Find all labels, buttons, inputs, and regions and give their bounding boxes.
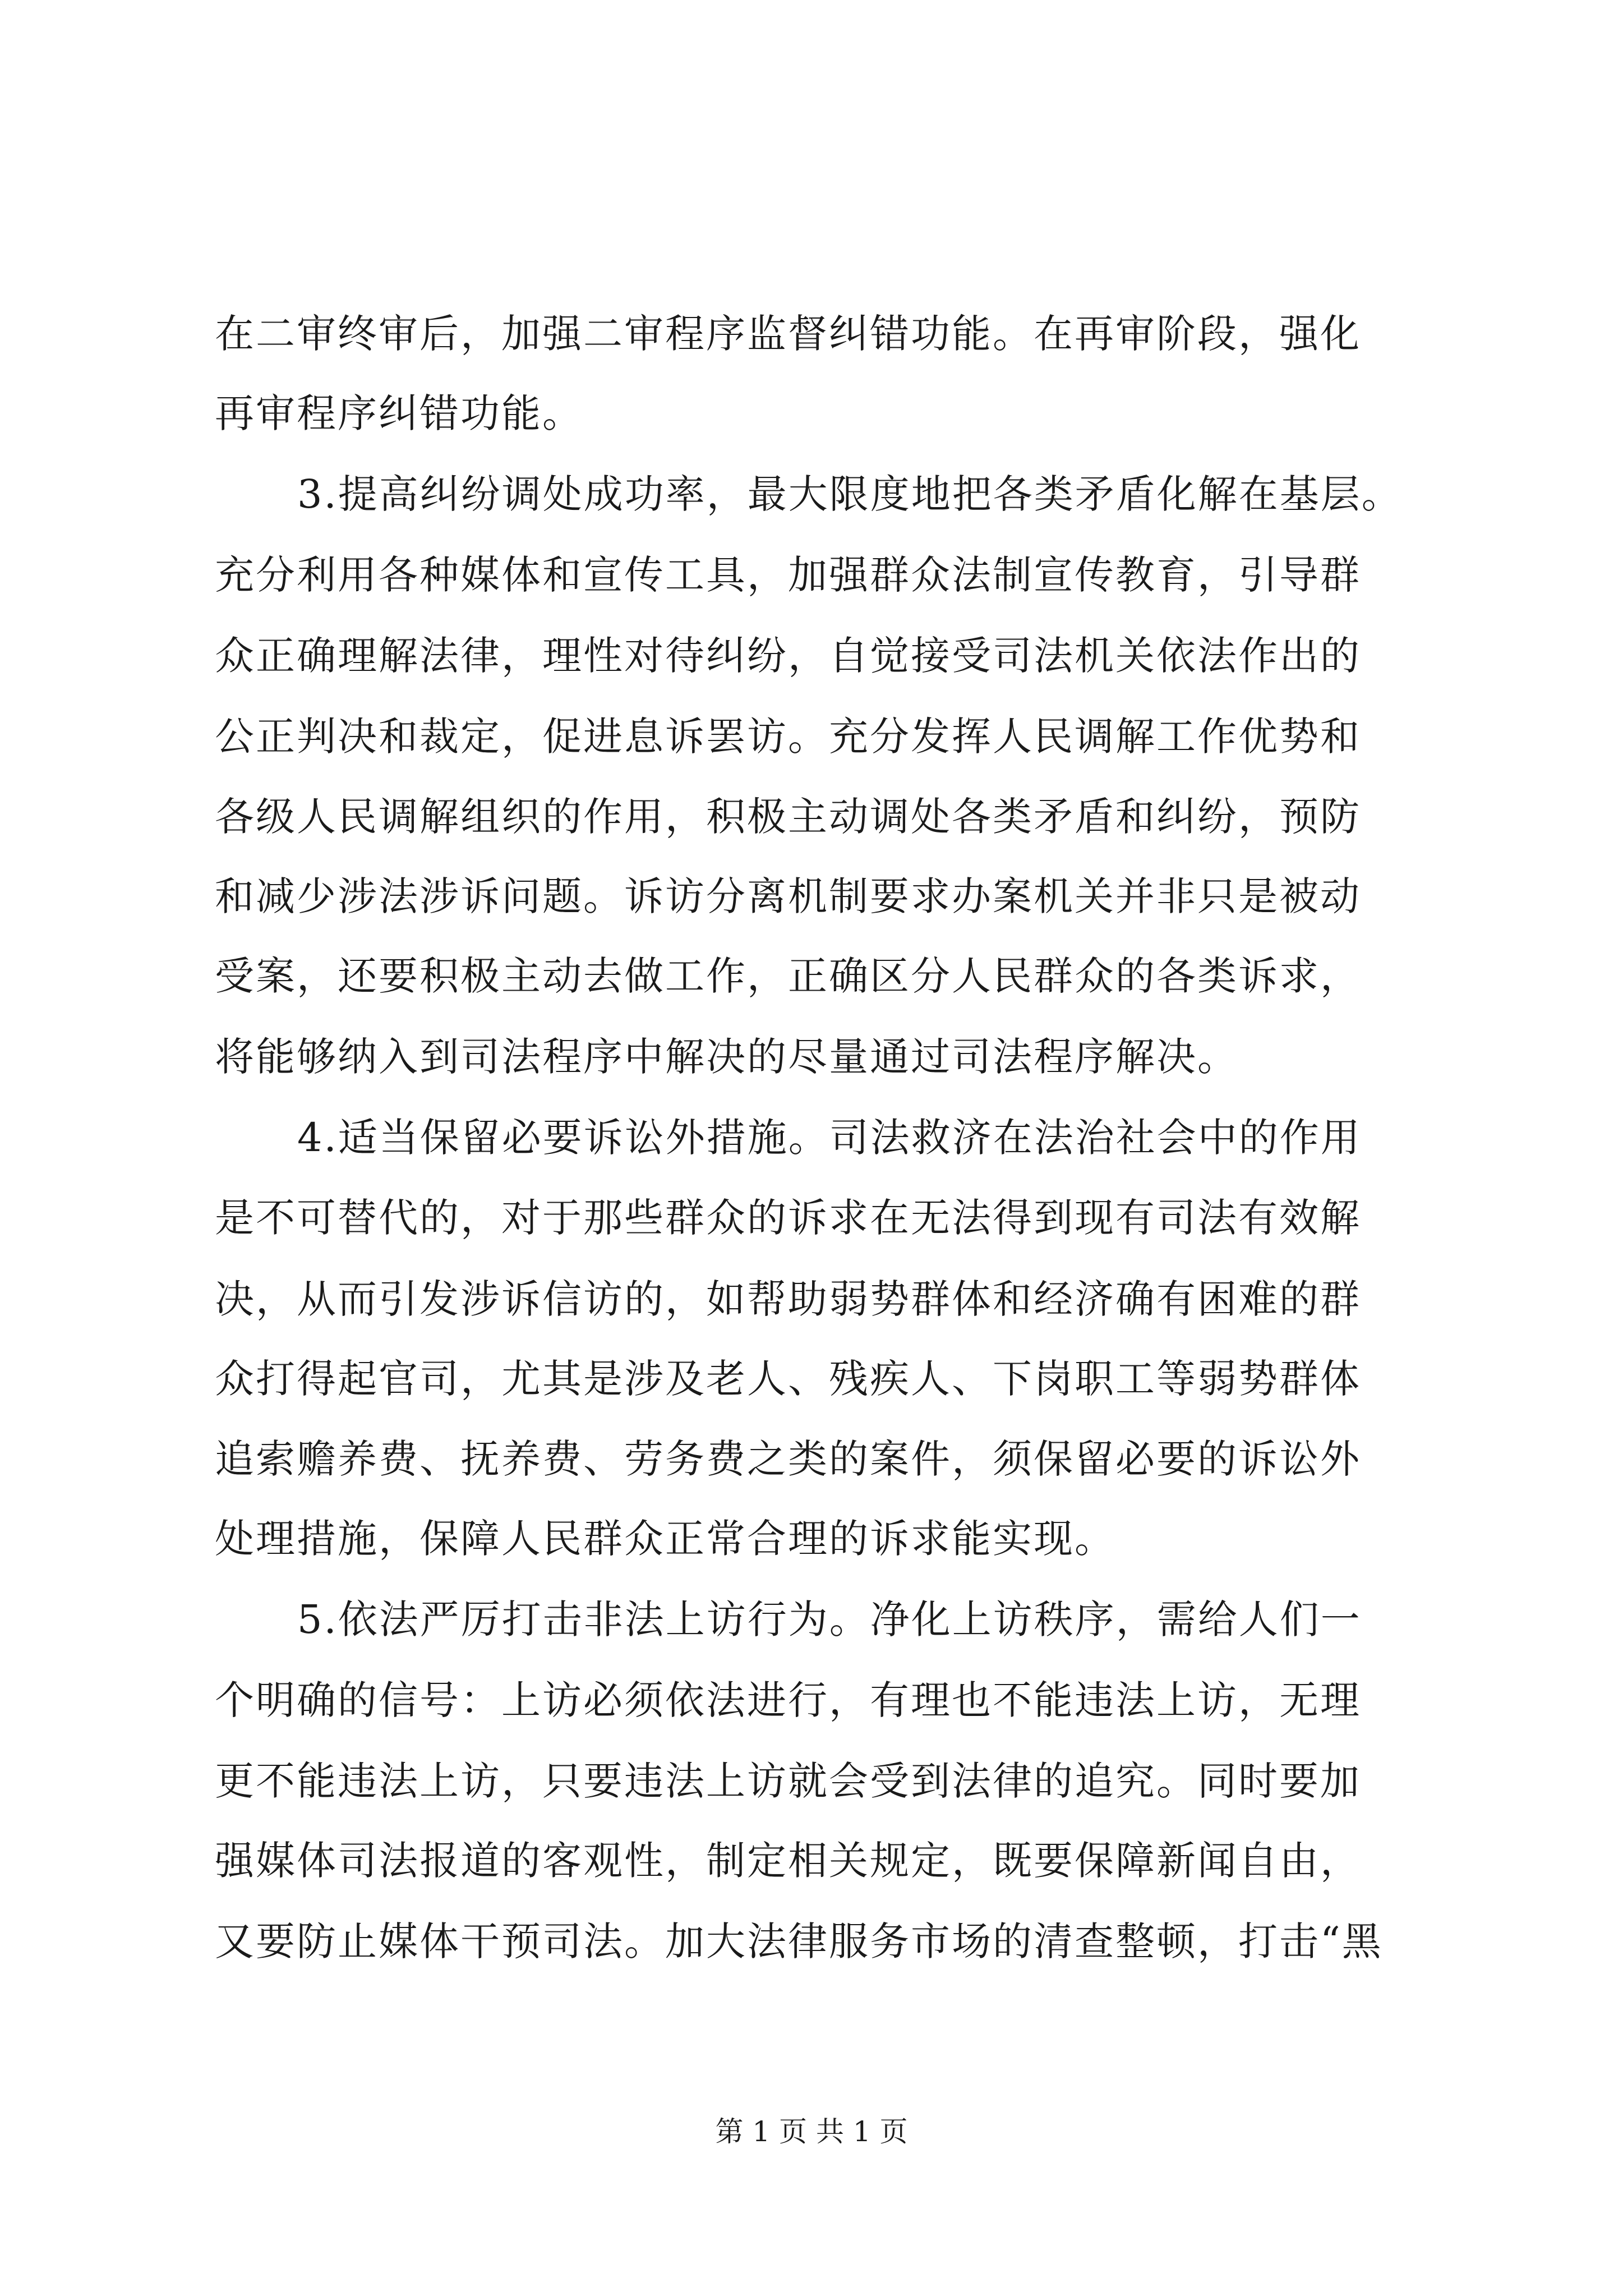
text-line: 处理措施，保障人民群众正常合理的诉求能实现。 bbox=[215, 1516, 1115, 1562]
paragraph-4-heading-line: 4.适当保留必要诉讼外措施。司法救济在法治社会中的作用 bbox=[297, 1115, 1362, 1161]
text-line: 各级人民调解组织的作用，积极主动调处各类矛盾和纠纷，预防 bbox=[215, 794, 1361, 840]
text-line: 受案，还要积极主动去做工作，正确区分人民群众的各类诉求， bbox=[215, 953, 1361, 999]
paragraph-5-heading-line: 5.依法严厉打击非法上访行为。净化上访秩序，需给人们一 bbox=[297, 1596, 1362, 1642]
text-line: 众正确理解法律，理性对待纠纷，自觉接受司法机关依法作出的 bbox=[215, 633, 1361, 679]
text-line: 强媒体司法报道的客观性，制定相关规定，既要保障新闻自由， bbox=[215, 1838, 1361, 1884]
text-line: 在二审终审后，加强二审程序监督纠错功能。在再审阶段，强化 bbox=[215, 311, 1361, 357]
text-line: 再审程序纠错功能。 bbox=[215, 390, 583, 436]
text-line: 更不能违法上访，只要违法上访就会受到法律的追究。同时要加 bbox=[215, 1758, 1361, 1804]
text-line: 充分利用各种媒体和宣传工具，加强群众法制宣传教育，引导群 bbox=[215, 552, 1361, 598]
text-line: 将能够纳入到司法程序中解决的尽量通过司法程序解决。 bbox=[215, 1034, 1238, 1080]
text-line: 追索赡养费、抚养费、劳务费之类的案件，须保留必要的诉讼外 bbox=[215, 1436, 1361, 1482]
paragraph-3-heading-line: 3.提高纠纷调处成功率，最大限度地把各类矛盾化解在基层。 bbox=[297, 471, 1403, 517]
text-line: 又要防止媒体干预司法。加大法律服务市场的清查整顿，打击“黑 bbox=[215, 1918, 1383, 1964]
page-number-footer: 第 1 页 共 1 页 bbox=[715, 2115, 908, 2148]
text-line: 是不可替代的，对于那些群众的诉求在无法得到现有司法有效解 bbox=[215, 1195, 1361, 1241]
text-line: 公正判决和裁定，促进息诉罢访。充分发挥人民调解工作优势和 bbox=[215, 714, 1361, 760]
text-line: 个明确的信号：上访必须依法进行，有理也不能违法上访，无理 bbox=[215, 1677, 1361, 1723]
text-line: 众打得起官司，尤其是涉及老人、残疾人、下岗职工等弱势群体 bbox=[215, 1356, 1361, 1402]
text-line: 决，从而引发涉诉信访的，如帮助弱势群体和经济确有困难的群 bbox=[215, 1276, 1361, 1322]
text-line: 和减少涉法涉诉问题。诉访分离机制要求办案机关并非只是被动 bbox=[215, 873, 1361, 919]
